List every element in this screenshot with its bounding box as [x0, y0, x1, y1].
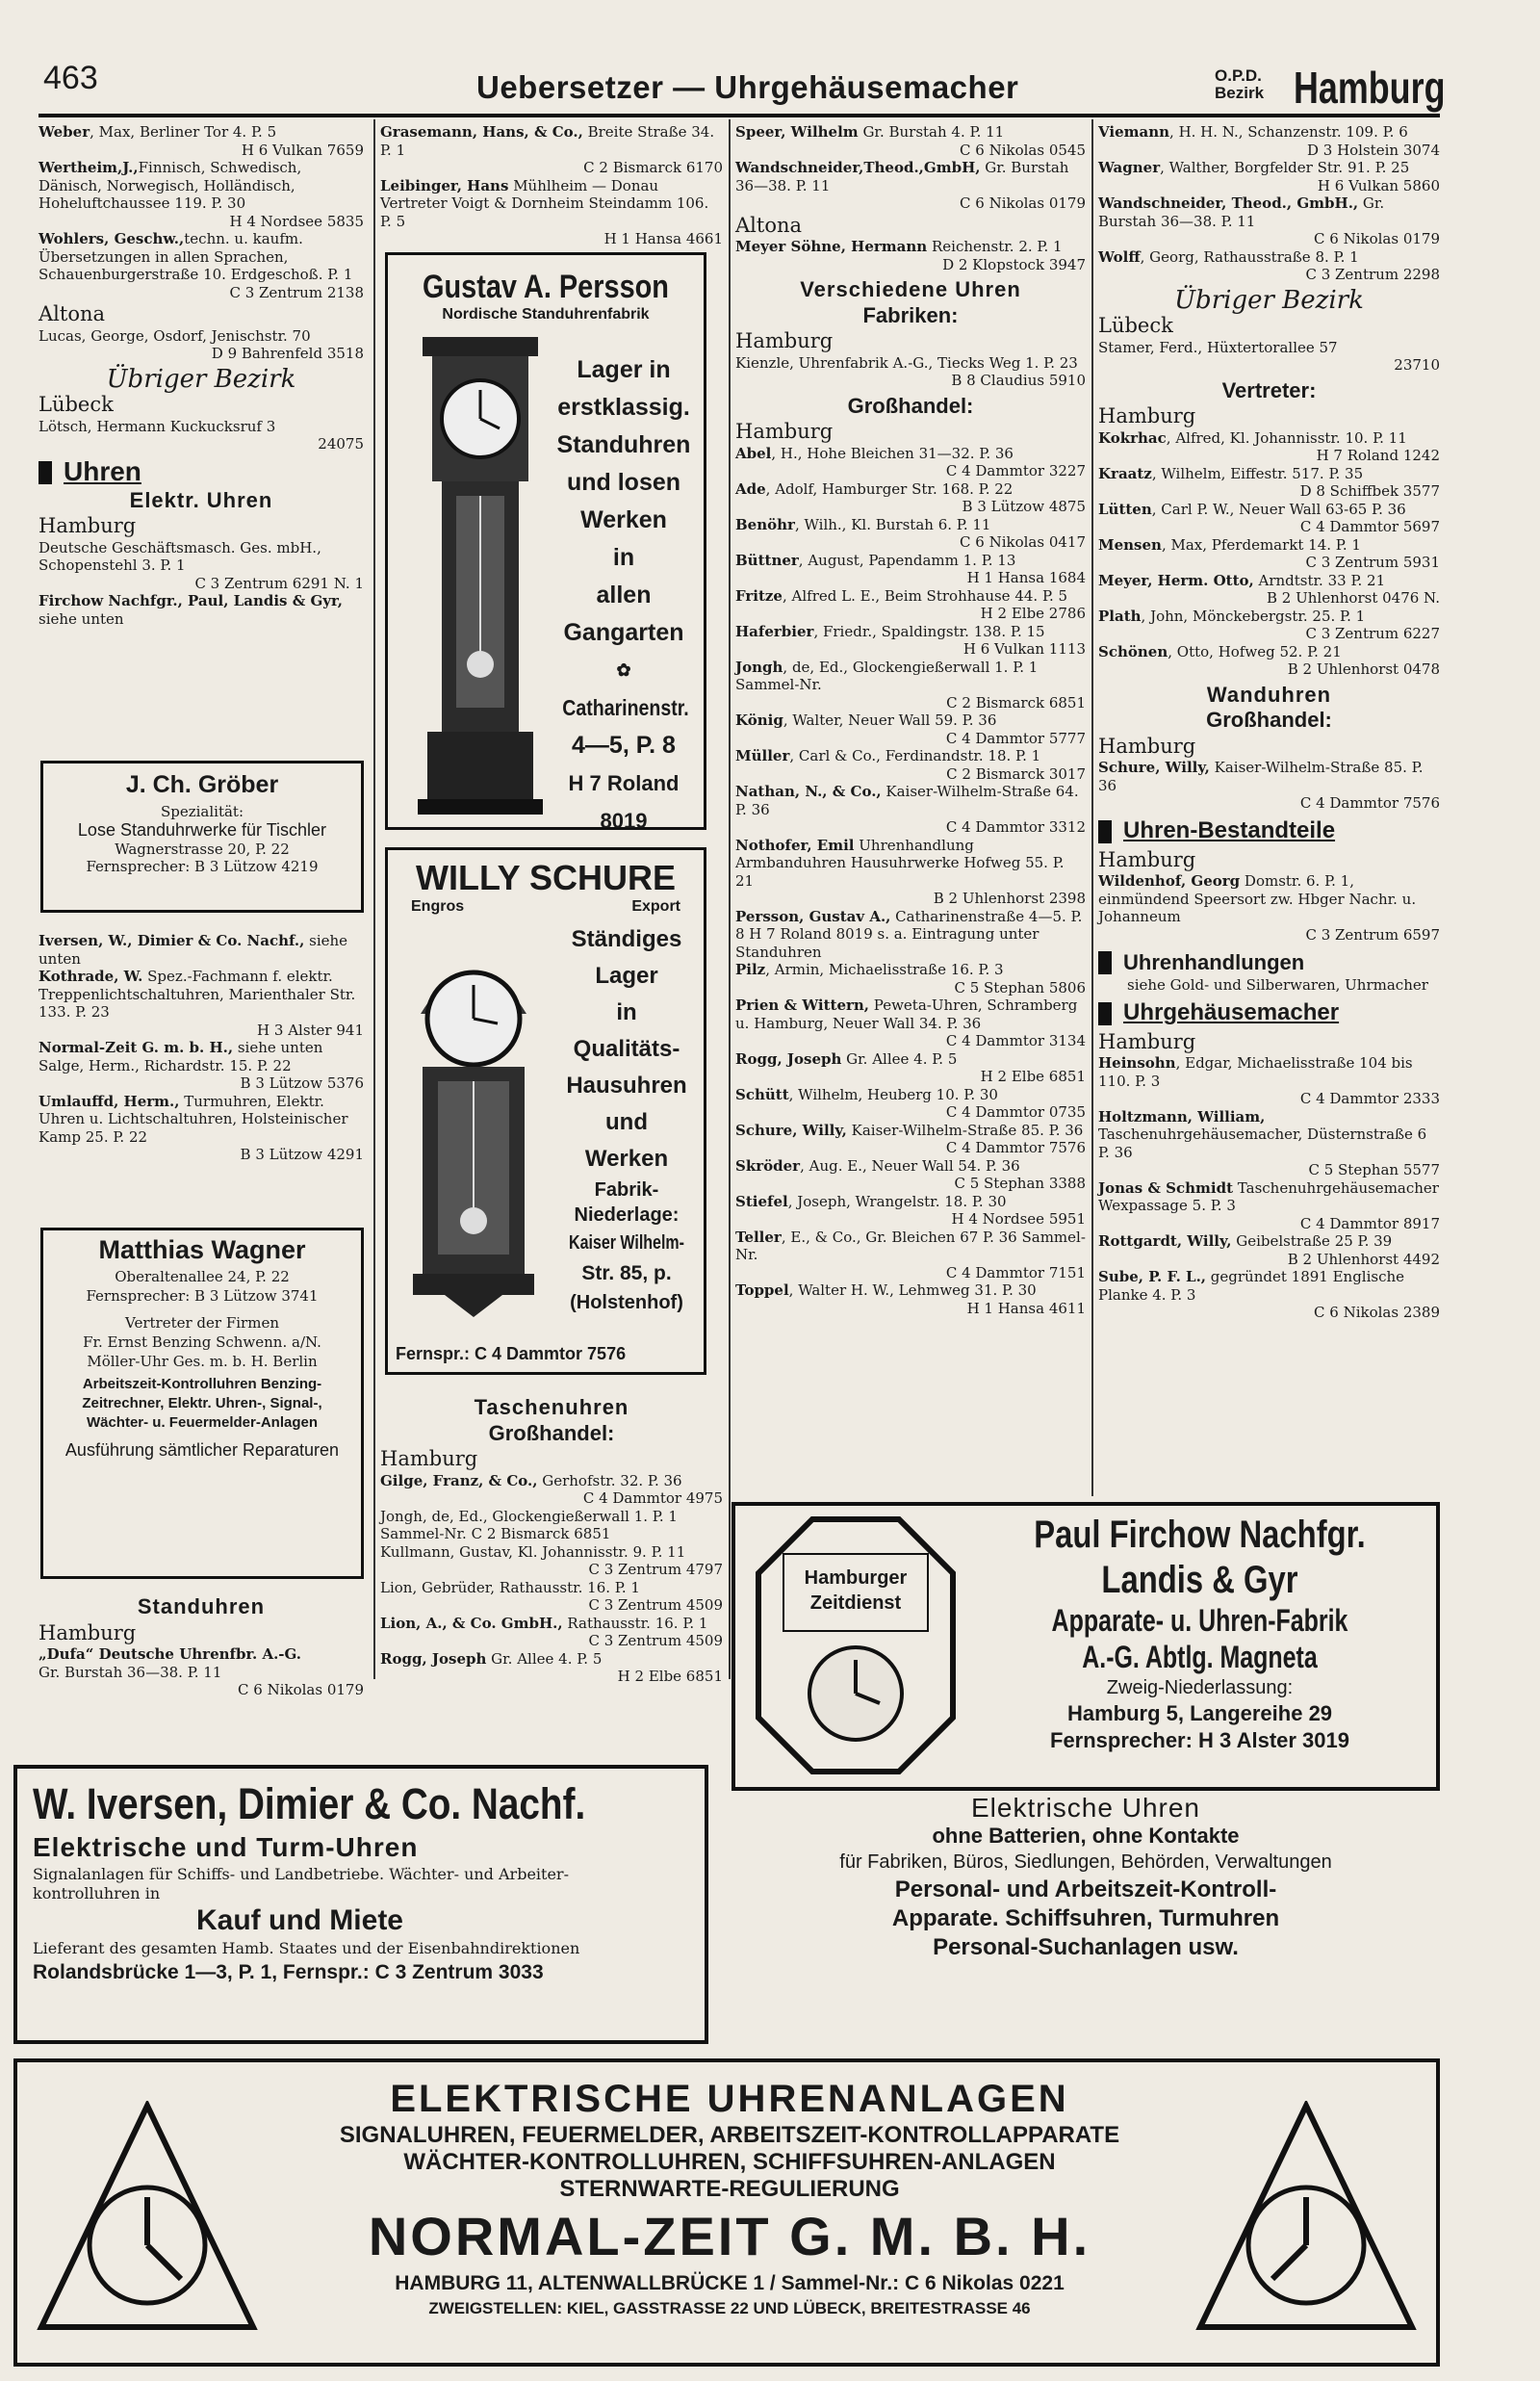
- list-item: Abel, H., Hohe Bleichen 31—32. P. 36 C 4 Dammtor 3227: [735, 444, 1086, 479]
- category-heading: Uhrgehäusemacher: [1098, 1002, 1440, 1025]
- header-rule: [38, 114, 1440, 117]
- list-item: Kokrhac, Alfred, Kl. Johannisstr. 10. P. 11 H 7 Roland 1242: [1098, 428, 1440, 464]
- list-item: Rottgardt, Willy, Geibelstraße 25 P. 39 B 2 Uhlenhorst 4492: [1098, 1232, 1440, 1268]
- advert-line: Elektrische und Turm-Uhren: [33, 1832, 419, 1862]
- list-item: Wagner, Walther, Borgfelder Str. 91. P. 25 H 6 Vulkan 5860: [1098, 159, 1440, 194]
- advert-firchow: [732, 1502, 1440, 1791]
- list-item: „Dufa“ Deutsche Uhrenfbr. A.-G. Gr. Burstah 36—38. P. 11 C 6 Nikolas 0179: [38, 1645, 364, 1698]
- category-heading: Uhren-Bestandteile: [1098, 820, 1440, 843]
- list-item: Salge, Herm., Richardstr. 15. P. 22 B 3 Lützow 5376: [38, 1056, 364, 1092]
- district-label: [1215, 67, 1264, 102]
- column-2-lower: [380, 1391, 723, 1686]
- advert-line: Lieferant des gesamten Hamb. Staates und der Eisenbahndirektionen: [33, 1939, 580, 1957]
- advert-subtitle: Engros Export: [411, 898, 680, 915]
- list-item: Müller, Carl & Co., Ferdinandstr. 18. P. 1 C 2 Bismarck 3017: [735, 747, 1086, 783]
- column-1: [38, 123, 364, 628]
- section-subheading: Großhandel:: [847, 393, 974, 418]
- advert-line: kontrolluhren in: [33, 1884, 161, 1902]
- section-subheading: Fabriken:: [862, 302, 959, 327]
- list-item: Wohlers, Geschw.,techn. u. kaufm. Übersetzungen in allen Sprachen, Schauenburgerstraße 10. Erdgeschoß. P. 1 C 3 Zentrum 2138: [38, 230, 364, 301]
- advert-line: Oberaltenallee 24, P. 22: [115, 1268, 290, 1285]
- list-item: Sube, P. F. L., gegründet 1891 Englische Planke 4. P. 3 C 6 Nikolas 2389: [1098, 1268, 1440, 1321]
- location-heading: Hamburg: [38, 514, 137, 537]
- list-item: Haferbier, Friedr., Spaldingstr. 138. P. 15 H 6 Vulkan 1113: [735, 622, 1086, 658]
- location-heading: Hamburg: [1098, 1029, 1196, 1053]
- list-item: Benöhr, Wilh., Kl. Burstah 6. P. 11 C 6 Nikolas 0417: [735, 515, 1086, 551]
- location-heading: Lübeck: [38, 393, 114, 416]
- opd-label: O.P.D.: [1215, 66, 1262, 85]
- list-item: Jongh, de, Ed., Glockengießerwall 1. P. 1 Sammel-Nr. C 2 Bismarck 6851: [735, 658, 1086, 712]
- advert-line: Wagnerstrasse 20, P. 22: [115, 841, 290, 858]
- advert-persson: [385, 252, 706, 833]
- list-item: Jonas & Schmidt Taschenuhrgehäusemacher Wexpassage 5. P. 3 C 4 Dammtor 8917: [1098, 1178, 1440, 1232]
- page-number: 463: [43, 60, 98, 96]
- column-1-bottom: [38, 1591, 364, 1699]
- list-item: Büttner, August, Papendamm 1. P. 13 H 1 Hansa 1684: [735, 551, 1086, 586]
- page-header: [0, 0, 1540, 120]
- section-heading: Taschenuhren: [474, 1395, 629, 1419]
- advert-name: Gustav A. Persson: [423, 269, 669, 305]
- list-item: Lion, A., & Co. GmbH., Rathausstr. 16. P. 1 C 3 Zentrum 4509: [380, 1614, 723, 1649]
- advert-text: Paul Firchow Nachfgr. Landis & Gyr Apparate- u. Uhren-Fabrik A.-G. Abtlg. Magneta Zweig-Niederlassung: Hamburg 5, Langereihe 29 Fernsprecher: H 3 Alster 3019: [1034, 1514, 1366, 1752]
- grandfather-clock-icon: [413, 337, 548, 818]
- list-item: Wertheim,J.,Finnisch, Schwedisch, Dänisch, Norwegisch, Holländisch, Hoheluftchaussee 119. P. 30 H 4 Nordsee 5835: [38, 159, 364, 230]
- location-heading: Altona: [735, 213, 803, 237]
- list-item: Nothofer, Emil Uhrenhandlung Armbanduhren Hausuhrwerke Hofweg 55. P. 21 B 2 Uhlenhorst 2398: [735, 836, 1086, 907]
- list-item: Kothrade, W. Spez.-Fachmann f. elektr. Treppenlichtschaltuhren, Marienthaler Str. 133. P. 23 H 3 Alster 941: [38, 968, 364, 1039]
- list-item: Wolff, Georg, Rathausstraße 8. P. 1 C 3 Zentrum 2298: [1098, 247, 1440, 283]
- list-item: Meyer, Herm. Otto, Arndtstr. 33 P. 21 B 2 Uhlenhorst 0476 N.: [1098, 571, 1440, 607]
- region-heading: Übriger Bezirk: [106, 364, 296, 394]
- wall-clock-icon: [401, 927, 546, 1322]
- list-item: Toppel, Walter H. W., Lehmweg 31. P. 30 H 1 Hansa 4611: [735, 1281, 1086, 1317]
- list-item: Ade, Adolf, Hamburger Str. 168. P. 22 B 3 Lützow 4875: [735, 479, 1086, 515]
- advert-groeber: [40, 761, 364, 913]
- triangle-clock-icon: [1195, 2101, 1417, 2332]
- list-item: Jongh, de, Ed., Glockengießerwall 1. P. 1 Sammel-Nr. C 2 Bismarck 6851: [380, 1507, 678, 1542]
- list-item: Wandschneider,Theod.,GmbH, Gr. Burstah 36—38. P. 11 C 6 Nikolas 0179: [735, 159, 1086, 212]
- list-item: Grasemann, Hans, & Co., Breite Straße 34. P. 1 C 2 Bismarck 6170: [380, 123, 723, 176]
- advert-text: ELEKTRISCHE UHRENANLAGEN SIGNALUHREN, FEUERMELDER, ARBEITSZEIT-KONTROLLAPPARATE WÄCHTER-KONTROLLUHREN, SCHIFFSUHREN-ANLAGEN STERNWARTE-REGULIERUNG NORMAL-ZEIT G. M. B. H. HAMBURG 11, ALTENWALLBRÜCKE 1 / Sammel-Nr.: C 6 Nikolas 0221 ZWEIGSTELLEN: KIEL, GASSTRASSE 22 UND LÜBECK, BREITESTRASSE 46: [339, 2078, 1120, 2317]
- list-item: Plath, John, Mönckebergstr. 25. P. 1 C 3 Zentrum 6227: [1098, 607, 1440, 642]
- city-title: Hamburg: [1294, 63, 1446, 113]
- section-heading: Verschiedene Uhren: [800, 277, 1021, 301]
- badge-line: Hamburger: [804, 1567, 908, 1589]
- category-heading: Uhren: [38, 461, 364, 484]
- advert-line: Signalanlagen für Schiffs- und Landbetriebe. Wächter- und Arbeiter-: [33, 1865, 569, 1883]
- list-item: Skröder, Aug. E., Neuer Wall 54. P. 36 C 5 Stephan 3388: [735, 1156, 1086, 1192]
- advert-line: Spezialität:: [160, 803, 244, 820]
- section-heading: Elektr. Uhren: [129, 487, 273, 512]
- page-title: Uebersetzer — Uhrgehäusemacher: [476, 69, 1019, 105]
- entry-list: [1098, 1054, 1440, 1322]
- list-item: Lötsch, Hermann Kuckucksruf 3 24075: [38, 417, 364, 453]
- list-item: Iversen, W., Dimier & Co. Nachf., siehe unten: [38, 932, 348, 968]
- advert-name: W. Iversen, Dimier & Co. Nachf.: [33, 1779, 586, 1828]
- advert-wagner: [40, 1228, 364, 1579]
- advert-iversen: [13, 1765, 708, 2044]
- advert-name: Matthias Wagner: [98, 1235, 306, 1264]
- list-item: Persson, Gustav A., Catharinenstraße 4—5. P. 8 H 7 Roland 8019 s. a. Eintragung unter Standuhren: [735, 907, 1083, 961]
- entry-list: [1098, 123, 1440, 284]
- advert-line: Ausführung sämtlicher Reparaturen: [64, 1440, 340, 1460]
- advert-line: Lose Standuhrwerke für Tischler: [77, 820, 327, 840]
- list-item: Leibinger, Hans Mühlheim — Donau Vertreter Voigt & Dornheim Steindamm 106. P. 5 H 1 Hansa 4661: [380, 176, 723, 247]
- list-item: Kraatz, Wilhelm, Eiffestr. 517. P. 35 D 8 Schiffbek 3577: [1098, 464, 1440, 500]
- entry-list: [735, 445, 1086, 1318]
- location-heading: Lübeck: [1098, 314, 1173, 337]
- advert-name: WILLY SCHURE: [415, 858, 677, 897]
- advert-line: Fr. Ernst Benzing Schwenn. a/N.: [83, 1333, 321, 1351]
- list-item: Gilge, Franz, & Co., Gerhofstr. 32. P. 36 C 4 Dammtor 4975: [380, 1471, 723, 1507]
- column-divider: [729, 119, 731, 1679]
- location-heading: Hamburg: [38, 1620, 137, 1644]
- location-heading: Hamburg: [1098, 404, 1196, 427]
- section-subheading: Vertreter:: [1221, 377, 1317, 402]
- square-bullet-icon: [1098, 1002, 1112, 1025]
- list-item: Wandschneider, Theod., GmbH., Gr. Burstah 36—38. P. 11 C 6 Nikolas 0179: [1098, 194, 1440, 247]
- list-item: Normal-Zeit G. m. b. H., siehe unten: [38, 1039, 323, 1056]
- advert-line: Vertreter der Firmen: [125, 1314, 279, 1332]
- location-heading: Altona: [38, 302, 106, 325]
- list-item: Lion, Gebrüder, Rathausstr. 16. P. 1 C 3 Zentrum 4509: [380, 1578, 723, 1614]
- column-3: [735, 123, 1086, 1317]
- list-item: Weber, Max, Berliner Tor 4. P. 5 H 6 Vulkan 7659: [38, 123, 364, 159]
- list-item: Fritze, Alfred L. E., Beim Strohhause 44. P. 5 H 2 Elbe 2786: [735, 586, 1086, 622]
- location-heading: Hamburg: [1098, 734, 1196, 758]
- advert-line: Kauf und Miete: [196, 1904, 403, 1936]
- entry-list: [1098, 429, 1440, 679]
- bezirk-label: Bezirk: [1215, 84, 1265, 102]
- section-subheading: Großhandel:: [488, 1420, 615, 1445]
- list-item: Prien & Wittern, Peweta-Uhren, Schramberg u. Hamburg, Neuer Wall 34. P. 36 C 4 Dammtor 3134: [735, 996, 1086, 1049]
- advert-line: Rolandsbrücke 1—3, P. 1, Fernspr.: C 3 Zentrum 3033: [33, 1961, 544, 1983]
- advert-text: Ständiges Lager in Qualitäts- Hausuhren und Werken Fabrik- Niederlage: Kaiser Wilhelm- Str. 85, p. (Holstenhof): [566, 926, 687, 1313]
- list-item: Nathan, N., & Co., Kaiser-Wilhelm-Straße 64. P. 36 C 4 Dammtor 3312: [735, 783, 1086, 836]
- advert-schure: [385, 847, 706, 1375]
- column-1-lower: [38, 932, 364, 1164]
- list-item: Deutsche Geschäftsmasch. Ges. mbH., Schopenstehl 3. P. 1 C 3 Zentrum 6291 N. 1: [38, 538, 364, 592]
- list-item: Firchow Nachfgr., Paul, Landis & Gyr, siehe unten: [38, 592, 344, 628]
- list-item: Lucas, George, Osdorf, Jenischstr. 70 D 9 Bahrenfeld 3518: [38, 326, 364, 362]
- advert-normal-zeit: [13, 2058, 1440, 2367]
- advert-phone: Fernspr.: C 4 Dammtor 7576: [396, 1344, 627, 1363]
- location-heading: Hamburg: [380, 1447, 478, 1470]
- list-item: Schönen, Otto, Hofweg 52. P. 21 B 2 Uhlenhorst 0478: [1098, 642, 1440, 678]
- section-heading: Standuhren: [137, 1594, 266, 1618]
- cross-reference: siehe Gold- und Silberwaren, Uhrmacher: [1127, 976, 1428, 994]
- list-item: Mensen, Max, Pferdemarkt 14. P. 1 C 3 Zentrum 5931: [1098, 535, 1440, 571]
- clock-ornament-icon: ✿: [616, 660, 631, 680]
- list-item: Umlauffd, Herm., Turmuhren, Elektr. Uhren u. Lichtschaltuhren, Holsteinischer Kamp 25. P. 22 B 3 Lützow 4291: [38, 1092, 364, 1163]
- list-item: Heinsohn, Edgar, Michaelisstraße 104 bis 110. P. 3 C 4 Dammtor 2333: [1098, 1054, 1440, 1107]
- triangle-clock-icon: [37, 2101, 258, 2332]
- advert-line: Fernsprecher: B 3 Lützow 3741: [86, 1287, 319, 1305]
- location-heading: Hamburg: [1098, 847, 1196, 871]
- region-heading: Übriger Bezirk: [1174, 285, 1364, 315]
- category-heading: Uhrenhandlungen: [1098, 951, 1440, 974]
- list-item: Rogg, Joseph Gr. Allee 4. P. 5 H 2 Elbe 6851: [735, 1049, 1086, 1085]
- list-item: Holtzmann, William, Taschenuhrgehäusemacher, Düsternstraße 6 P. 36 C 5 Stephan 5577: [1098, 1107, 1440, 1178]
- list-item: Schure, Willy, Kaiser-Wilhelm-Straße 85. P. 36 C 4 Dammtor 7576: [1098, 759, 1440, 812]
- list-item: Rogg, Joseph Gr. Allee 4. P. 5 H 2 Elbe 6851: [380, 1649, 723, 1685]
- advert-name: J. Ch. Gröber: [125, 771, 279, 798]
- list-item: Stamer, Ferd., Hüxtertorallee 57 23710: [1098, 338, 1440, 374]
- column-4: [1098, 123, 1440, 1322]
- column-divider: [373, 119, 375, 1679]
- list-item: Teller, E., & Co., Gr. Bleichen 67 P. 36 Sammel-Nr. C 4 Dammtor 7151: [735, 1228, 1086, 1281]
- list-item: König, Walter, Neuer Wall 59. P. 36 C 4 Dammtor 5777: [735, 712, 1086, 747]
- list-item: Speer, Wilhelm Gr. Burstah 4. P. 11 C 6 Nikolas 0545: [735, 123, 1086, 159]
- square-bullet-icon: [1098, 820, 1112, 843]
- section-heading: Wanduhren: [1206, 682, 1332, 707]
- zeitdienst-badge: [755, 1515, 957, 1775]
- list-item: Schure, Willy, Kaiser-Wilhelm-Straße 85. P. 36 C 4 Dammtor 7576: [735, 1121, 1086, 1156]
- list-item: Meyer Söhne, Hermann Reichenstr. 2. P. 1 D 2 Klopstock 3947: [735, 238, 1086, 273]
- section-subheading: Großhandel:: [1206, 708, 1332, 732]
- octagon-clock-icon: [755, 1515, 957, 1775]
- square-bullet-icon: [1098, 951, 1112, 974]
- list-item: Kullmann, Gustav, Kl. Johannisstr. 9. P. 11 C 3 Zentrum 4797: [380, 1542, 723, 1578]
- advert-text: Lager in erstklassig. Standuhren und losen Werken in allen Gangarten ✿ Catharinenstr. 4—5, P. 8 H 7 Roland 8019: [552, 351, 696, 840]
- list-item: Stiefel, Joseph, Wrangelstr. 18. P. 30 H 4 Nordsee 5951: [735, 1192, 1086, 1228]
- list-item: Lütten, Carl P. W., Neuer Wall 63-65 P. 36 C 4 Dammtor 5697: [1098, 500, 1440, 535]
- location-heading: Hamburg: [735, 420, 834, 443]
- list-item: Pilz, Armin, Michaelisstraße 16. P. 3 C 5 Stephan 5806: [735, 961, 1086, 996]
- list-item: Viemann, H. H. N., Schanzenstr. 109. P. 6 D 3 Holstein 3074: [1098, 123, 1440, 159]
- advert-firchow-text: Elektrische Uhren ohne Batterien, ohne Kontakte für Fabriken, Büros, Siedlungen, Behörden, Verwaltungen Personal- und Arbeitszeit-Kontroll- Apparate. Schiffsuhren, Turmuhren Personal-Suchanlagen usw.: [839, 1793, 1332, 1960]
- badge-line: Zeitdienst: [809, 1592, 902, 1614]
- advert-subtitle: Nordische Standuhrenfabrik: [442, 306, 650, 323]
- advert-line: Fernsprecher: B 3 Lützow 4219: [86, 858, 319, 875]
- square-bullet-icon: [38, 461, 52, 484]
- list-item: Kienzle, Uhrenfabrik A.-G., Tiecks Weg 1. P. 23 B 8 Claudius 5910: [735, 353, 1086, 389]
- list-item: Wildenhof, Georg Domstr. 6. P. 1, einmündend Speersort zw. Hbger Nachr. u. Johanneum C 3 Zentrum 6597: [1098, 872, 1440, 944]
- advert-line: Arbeitszeit-Kontrolluhren Benzing-Zeitrechner, Elektr. Uhren-, Signal-, Wächter- u. Feuermelder-Anlagen: [82, 1376, 322, 1431]
- list-item: Schütt, Wilhelm, Heuberg 10. P. 30 C 4 Dammtor 0735: [735, 1085, 1086, 1121]
- advert-line: Möller-Uhr Ges. m. b. H. Berlin: [87, 1353, 318, 1370]
- column-divider: [1091, 119, 1093, 1496]
- column-2: [380, 123, 723, 248]
- location-heading: Hamburg: [735, 329, 834, 352]
